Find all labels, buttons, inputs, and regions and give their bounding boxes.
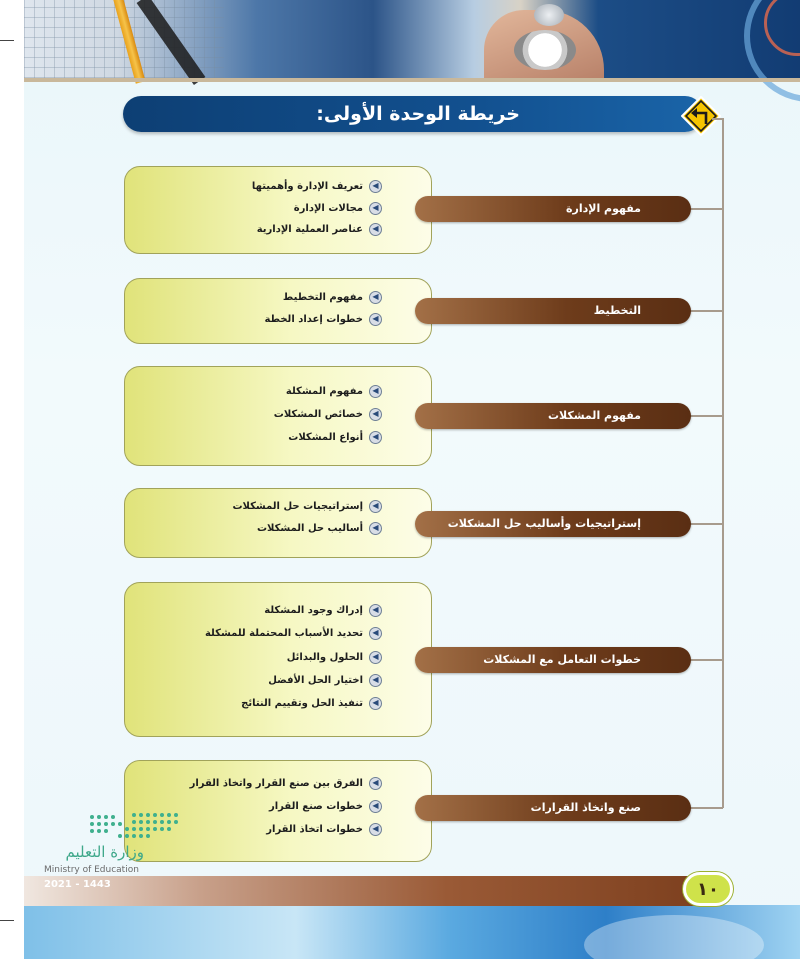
topic-pill-planning: التخطيط bbox=[415, 298, 691, 324]
connector-branch bbox=[690, 310, 723, 312]
arrow-bullet-icon: ◀ bbox=[369, 291, 382, 304]
arrow-bullet-icon: ◀ bbox=[369, 823, 382, 836]
connector-trunk bbox=[722, 118, 724, 808]
list-item: ◀ تحديد الأسباب المحتملة للمشكلة bbox=[122, 625, 382, 641]
arrow-bullet-icon: ◀ bbox=[369, 431, 382, 444]
arrow-bullet-icon: ◀ bbox=[369, 697, 382, 710]
ministry-name-en: Ministry of Education bbox=[44, 865, 139, 875]
list-item: ◀ اختيار الحل الأفضل bbox=[122, 672, 382, 688]
ministry-name-ar: وزارة التعليم bbox=[65, 843, 144, 861]
arrow-bullet-icon: ◀ bbox=[369, 674, 382, 687]
page-number-badge: ١٠ bbox=[683, 872, 733, 906]
topic-pill-decision-making: صنع واتخاذ القرارات bbox=[415, 795, 691, 821]
list-item: ◀ مفهوم المشكلة bbox=[122, 383, 382, 399]
topic-pill-management-concept: مفهوم الإدارة bbox=[415, 196, 691, 222]
list-item: ◀ أنواع المشكلات bbox=[122, 429, 382, 445]
connector-branch bbox=[690, 659, 723, 661]
list-item: ◀ الفرق بين صنع القرار واتخاذ القرار bbox=[122, 775, 382, 791]
arrow-bullet-icon: ◀ bbox=[369, 385, 382, 398]
list-item: ◀ تنفيذ الحل وتقييم النتائج bbox=[122, 695, 382, 711]
topic-pill-problem-solving-strategies: إستراتيجيات وأساليب حل المشكلات bbox=[415, 511, 691, 537]
list-item: ◀ خطوات إعداد الخطة bbox=[122, 311, 382, 327]
list-item: ◀ مفهوم التخطيط bbox=[122, 289, 382, 305]
header-divider bbox=[24, 78, 800, 82]
edition-year: 2021 - 1443 bbox=[44, 879, 111, 890]
list-item: ◀ خطوات صنع القرار bbox=[122, 798, 382, 814]
arrow-bullet-icon: ◀ bbox=[369, 180, 382, 193]
connector-branch bbox=[690, 807, 723, 809]
arrow-bullet-icon: ◀ bbox=[369, 627, 382, 640]
swirl-decoration bbox=[584, 915, 764, 959]
connector-branch bbox=[690, 523, 723, 525]
crop-mark bbox=[0, 920, 14, 921]
unit-map-title: خريطة الوحدة الأولى: bbox=[316, 103, 520, 125]
list-item: ◀ خصائص المشكلات bbox=[122, 406, 382, 422]
arrow-bullet-icon: ◀ bbox=[369, 313, 382, 326]
arrow-bullet-icon: ◀ bbox=[369, 408, 382, 421]
list-item: ◀ تعريف الإدارة وأهميتها bbox=[122, 178, 382, 194]
connector-branch bbox=[690, 208, 723, 210]
arrow-bullet-icon: ◀ bbox=[369, 500, 382, 513]
list-item: ◀ الحلول والبدائل bbox=[122, 649, 382, 665]
topic-pill-problem-handling-steps: خطوات التعامل مع المشكلات bbox=[415, 647, 691, 673]
arrow-bullet-icon: ◀ bbox=[369, 522, 382, 535]
arrow-bullet-icon: ◀ bbox=[369, 604, 382, 617]
list-item: ◀ مجالات الإدارة bbox=[122, 200, 382, 216]
crop-mark bbox=[0, 40, 14, 41]
list-item: ◀ أساليب حل المشكلات bbox=[122, 520, 382, 536]
arrow-bullet-icon: ◀ bbox=[369, 651, 382, 664]
connector-branch bbox=[690, 415, 723, 417]
arrow-bullet-icon: ◀ bbox=[369, 202, 382, 215]
pocket-watch-image bbox=[514, 30, 576, 70]
list-item: ◀ عناصر العملية الإدارية bbox=[122, 221, 382, 237]
ministry-logo bbox=[44, 805, 184, 895]
arrow-bullet-icon: ◀ bbox=[369, 223, 382, 236]
arrow-bullet-icon: ◀ bbox=[369, 777, 382, 790]
arrow-bullet-icon: ◀ bbox=[369, 800, 382, 813]
list-item: ◀ إدراك وجود المشكلة bbox=[122, 602, 382, 618]
logo-dots-icon bbox=[90, 811, 180, 841]
turn-left-sign-icon bbox=[681, 96, 721, 136]
coin-image bbox=[534, 4, 564, 26]
list-item: ◀ إستراتيجيات حل المشكلات bbox=[122, 498, 382, 514]
list-item: ◀ خطوات اتخاذ القرار bbox=[122, 821, 382, 837]
footer-banner bbox=[24, 905, 800, 959]
topic-pill-problems-concept: مفهوم المشكلات bbox=[415, 403, 691, 429]
header-banner-image bbox=[24, 0, 800, 78]
